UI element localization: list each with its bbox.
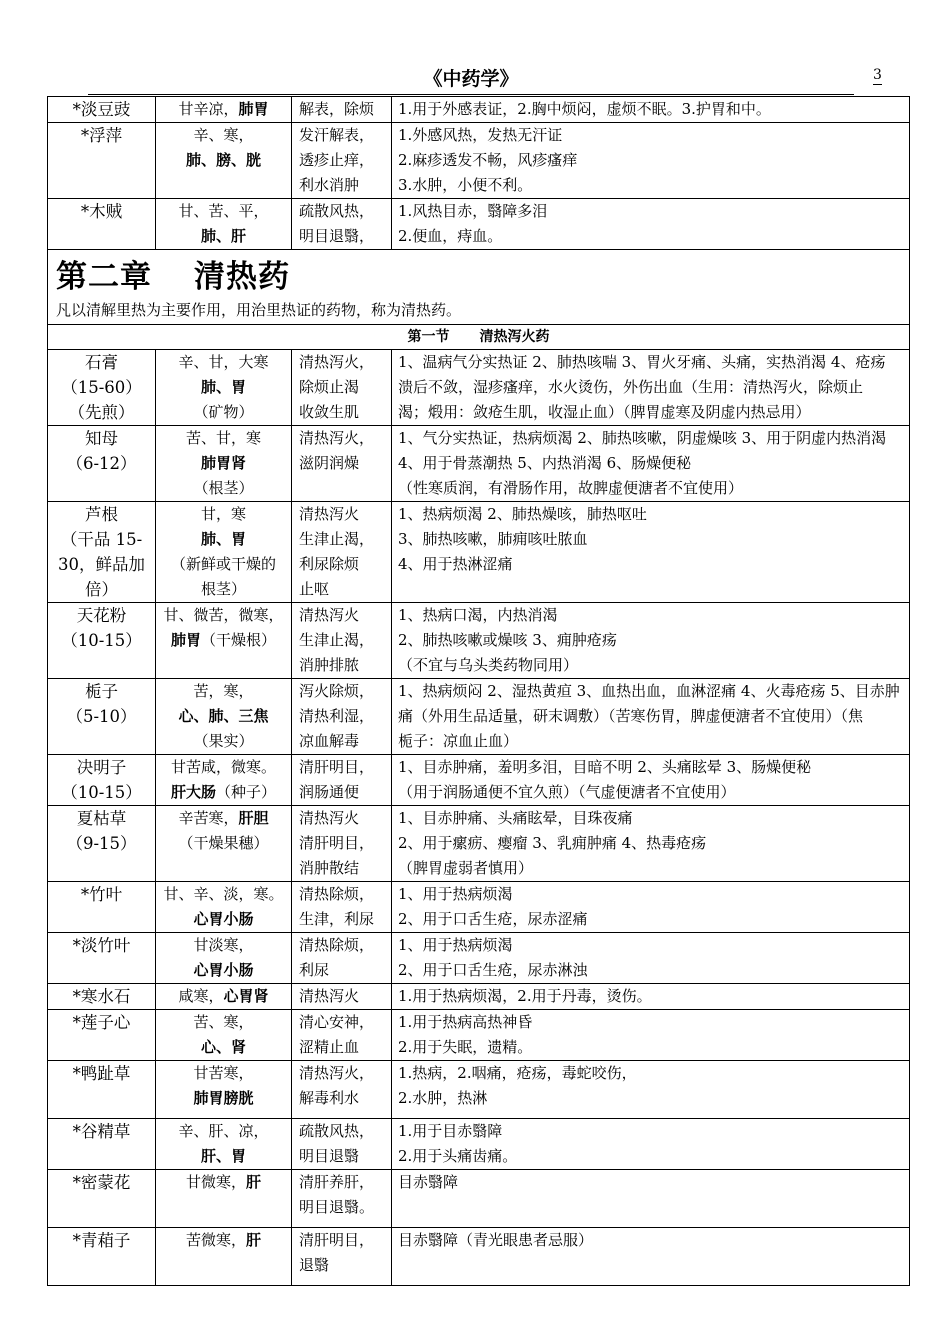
function-line: 除烦止渴 [299, 378, 360, 396]
herb-name-cell [48, 1010, 156, 1061]
herb-name-cell [48, 1119, 156, 1170]
indication-cell [392, 679, 910, 755]
herb-name: *鸭趾草 [72, 1064, 131, 1083]
property-line [159, 984, 288, 1009]
function-line: 凉血解毒 [299, 732, 360, 750]
herb-name-cell [48, 1228, 156, 1286]
property-line [159, 1061, 288, 1086]
property-line [159, 1119, 288, 1144]
property-line [159, 780, 288, 805]
function-line: 疏散风热， [299, 1122, 375, 1140]
indication-line: 1.风热目赤，翳障多泪 [398, 202, 548, 220]
function-line: 生津止渴， [299, 530, 375, 548]
herb-name: （10-15） [61, 631, 142, 650]
function-line: 生津，利尿 [299, 910, 375, 928]
property-text: （干燥根） [201, 631, 277, 649]
property-line [159, 1010, 288, 1035]
property-text: 甘淡寒， [193, 936, 254, 954]
herb-row [48, 350, 910, 426]
function-line: 明目退翳， [299, 227, 375, 245]
indication-line: 1.用于目赤翳障 [398, 1122, 503, 1140]
meridian-text: 心、肾 [200, 1038, 246, 1056]
property-text: 辛苦寒， [178, 809, 239, 827]
indication-line: 1、温病气分实热证 2、肺热咳喘 3、胃火牙痛、头痛，实热消渴 4、疮疡 [398, 353, 886, 371]
function-cell [292, 603, 392, 679]
indication-cell [392, 1119, 910, 1170]
herb-name-cell [48, 350, 156, 426]
property-line [159, 628, 288, 653]
property-text: （种子） [216, 783, 277, 801]
function-line: 消肿排脓 [299, 656, 360, 674]
indication-cell [392, 350, 910, 426]
property-text: 苦微寒， [185, 1231, 246, 1249]
function-cell [292, 123, 392, 199]
chapter-heading [56, 256, 901, 298]
chapter-label: 第二章 [56, 259, 152, 295]
property-text: 苦、寒， [193, 1013, 254, 1031]
herb-name-cell [48, 603, 156, 679]
property-text: 苦、甘，寒 [185, 429, 261, 447]
herb-name-cell [48, 984, 156, 1010]
indication-line: 痛（外用生品适量，研末调敷）（苦寒伤胃，脾虚便溏者不宜使用）（焦 [398, 707, 864, 725]
function-line: 清热除烦， [299, 936, 375, 954]
indication-line: 1、气分实热证，热病烦渴 2、肺热咳嗽，阴虚燥咳 3、用于阴虚内热消渴 [398, 429, 887, 447]
property-text: 甘，寒 [200, 505, 246, 523]
function-cell [292, 199, 392, 250]
property-text: 辛、甘，大寒 [178, 353, 269, 371]
function-line: 利尿除烦 [299, 555, 360, 573]
section-title: 清热泻火药 [479, 329, 550, 345]
herb-row [48, 97, 910, 123]
function-cell [292, 1119, 392, 1170]
herb-name: *淡竹叶 [72, 936, 131, 955]
property-text: 咸寒， [178, 987, 224, 1005]
function-line: 清热利湿， [299, 707, 375, 725]
indication-line: 1.热病，2.咽痛，疮疡，毒蛇咬伤， [398, 1064, 637, 1082]
page-number: 3 [873, 67, 882, 83]
indication-line: 2.用于失眠，遗精。 [398, 1038, 533, 1056]
property-cell [156, 1170, 292, 1228]
herb-row [48, 123, 910, 199]
property-line [159, 199, 288, 224]
indication-line: 2、用于口舌生疮，尿赤淋浊 [398, 961, 588, 979]
property-line [159, 148, 288, 173]
function-line: 止呕 [299, 580, 330, 598]
herb-name: （10-15） [61, 783, 142, 802]
meridian-text: 肺、胃 [200, 378, 246, 396]
section-row [48, 325, 910, 350]
herb-name: （先煎） [68, 403, 135, 422]
herb-name: 栀子 [85, 682, 118, 701]
herb-row [48, 882, 910, 933]
indication-line: （性寒质润，有滑肠作用，故脾虚便溏者不宜使用） [398, 479, 744, 497]
herb-row [48, 1119, 910, 1170]
indication-line: 渴；煅用：敛疮生肌，收湿止血）（脾胃虚寒及阴虚内热忌用） [398, 403, 811, 421]
indication-line: 栀子：凉血止血） [398, 732, 519, 750]
function-cell [292, 755, 392, 806]
indication-line: 2.麻疹透发不畅，风疹瘙痒 [398, 151, 578, 169]
meridian-text: 心胃肾 [223, 987, 269, 1005]
meridian-text: 肝、胃 [200, 1147, 246, 1165]
indication-cell [392, 1010, 910, 1061]
property-line [159, 476, 288, 501]
property-line [159, 704, 288, 729]
indication-line: 2.水肿，热淋 [398, 1089, 488, 1107]
property-line [159, 907, 288, 932]
herb-row [48, 1228, 910, 1286]
function-line: 疏散风热， [299, 202, 375, 220]
herb-name: （15-60） [61, 378, 142, 397]
herb-row [48, 426, 910, 502]
property-text: 辛、寒， [193, 126, 254, 144]
meridian-text: 肺胃 [238, 100, 269, 118]
property-cell [156, 199, 292, 250]
property-line [159, 679, 288, 704]
indication-cell [392, 933, 910, 984]
property-cell [156, 123, 292, 199]
function-line: 涩精止血 [299, 1038, 360, 1056]
indication-line: （用于润肠通便不宜久煎）（气虚便溏者不宜使用） [398, 783, 736, 801]
function-line: 收敛生肌 [299, 403, 360, 421]
herb-name: 30，鲜品加 [58, 555, 145, 574]
function-line: 解表，除烦 [299, 100, 375, 118]
meridian-text: 肺、胃 [200, 530, 246, 548]
indication-cell [392, 1228, 910, 1286]
function-cell [292, 426, 392, 502]
property-cell [156, 882, 292, 933]
property-cell [156, 806, 292, 882]
herb-row [48, 1170, 910, 1228]
herb-name: *竹叶 [80, 885, 123, 904]
function-line: 清热泻火， [299, 353, 375, 371]
property-text: 甘苦咸，微寒。 [170, 758, 276, 776]
property-cell [156, 350, 292, 426]
function-line: 利水消肿 [299, 176, 360, 194]
property-text: 辛、肝、凉， [178, 1122, 269, 1140]
property-line [159, 1086, 288, 1111]
function-line: 透疹止痒， [299, 151, 375, 169]
herb-name: 夏枯草 [76, 809, 127, 828]
property-line [159, 1035, 288, 1060]
indication-cell [392, 1170, 910, 1228]
property-line [159, 933, 288, 958]
property-line [159, 729, 288, 754]
herb-name: 知母 [85, 429, 118, 448]
herb-row [48, 1061, 910, 1119]
property-cell [156, 1010, 292, 1061]
property-line [159, 502, 288, 527]
section-label: 第一节 [407, 329, 450, 345]
function-cell [292, 1061, 392, 1119]
function-line: 明目退翳 [299, 1147, 360, 1165]
property-line [159, 603, 288, 628]
herb-name: （9-15） [66, 834, 137, 853]
function-cell [292, 1170, 392, 1228]
herb-name-cell [48, 199, 156, 250]
property-text: 甘辛凉， [178, 100, 239, 118]
herb-name: 芦根 [85, 505, 118, 524]
indication-line: 1、热病口渴，内热消渴 [398, 606, 558, 624]
function-line: 明目退翳。 [299, 1198, 375, 1216]
function-cell [292, 502, 392, 603]
herb-name: 倍） [85, 580, 118, 599]
herb-name-cell [48, 426, 156, 502]
indication-line: 目赤翳障 [398, 1173, 459, 1191]
property-cell [156, 603, 292, 679]
meridian-text: 肝 [246, 1173, 262, 1191]
meridian-text: 肝 [246, 1231, 262, 1249]
property-cell [156, 933, 292, 984]
function-line: 解毒利水 [299, 1089, 360, 1107]
indication-line: 目赤翳障（青光眼患者忌服） [398, 1231, 594, 1249]
meridian-text: 肺、膀、胱 [185, 151, 261, 169]
property-line [159, 400, 288, 425]
function-line: 清肝明目， [299, 834, 375, 852]
property-text: （新鲜或干燥的 [170, 555, 276, 573]
function-cell [292, 679, 392, 755]
function-line: 清热泻火 [299, 809, 360, 827]
property-line [159, 123, 288, 148]
herb-name-cell [48, 97, 156, 123]
function-cell [292, 806, 392, 882]
chapter-description: 凡以清解里热为主要作用，用治里热证的药物，称为清热药。 [56, 301, 462, 319]
property-line [159, 350, 288, 375]
indication-line: 2、用于口舌生疮，尿赤涩痛 [398, 910, 588, 928]
property-text: 甘、苦、平， [178, 202, 269, 220]
herb-name-cell [48, 123, 156, 199]
indication-line: 4、用于热淋涩痛 [398, 555, 513, 573]
property-cell [156, 97, 292, 123]
indication-line: 1.用于外感表证，2.胸中烦闷，虚烦不眠。3.护胃和中。 [398, 100, 771, 118]
function-line: 清心安神， [299, 1013, 375, 1031]
chapter-title: 清热药 [194, 259, 290, 295]
indication-line: 3、肺热咳嗽，肺痈咳吐脓血 [398, 530, 588, 548]
herb-row [48, 755, 910, 806]
herb-row [48, 199, 910, 250]
herb-name-cell [48, 1061, 156, 1119]
function-line: 清热泻火 [299, 505, 360, 523]
indication-cell [392, 199, 910, 250]
property-cell [156, 1061, 292, 1119]
property-line [159, 577, 288, 602]
function-line: 清热泻火 [299, 606, 360, 624]
indication-cell [392, 1061, 910, 1119]
herb-row [48, 679, 910, 755]
herb-name: *寒水石 [72, 987, 131, 1006]
herb-name: 决明子 [76, 758, 127, 777]
herb-name-cell [48, 502, 156, 603]
function-line: 泻火除烦， [299, 682, 375, 700]
function-line: 清热除烦， [299, 885, 375, 903]
property-text: 苦，寒， [193, 682, 254, 700]
herb-row [48, 933, 910, 984]
herb-name-cell [48, 755, 156, 806]
indication-line: 1、用于热病烦渴 [398, 936, 513, 954]
meridian-text: 肺胃 [170, 631, 201, 649]
indication-line: 3.水肿，小便不利。 [398, 176, 533, 194]
function-cell [292, 1228, 392, 1286]
indication-cell [392, 426, 910, 502]
document-title: 《中药学》 [423, 68, 519, 90]
property-line [159, 1144, 288, 1169]
herb-row [48, 1010, 910, 1061]
indication-line: 溃后不敛，湿疹瘙痒，水火烫伤，外伤出血（生用：清热泻火，除烦止 [398, 378, 864, 396]
property-line [159, 1170, 288, 1195]
indication-line: （脾胃虚弱者慎用） [398, 859, 534, 877]
indication-line: 1.用于热病高热神昏 [398, 1013, 533, 1031]
herb-table [47, 96, 910, 1286]
indication-cell [392, 97, 910, 123]
property-line [159, 97, 288, 122]
indication-line: 2、肺热咳嗽或燥咳 3、痈肿疮疡 [398, 631, 617, 649]
property-cell [156, 679, 292, 755]
herb-row [48, 984, 910, 1010]
indication-line: 1、目赤肿痛、头痛眩晕，目珠夜痛 [398, 809, 633, 827]
property-line [159, 806, 288, 831]
property-line [159, 552, 288, 577]
indication-line: 2.用于头痛齿痛。 [398, 1147, 518, 1165]
meridian-text: 肺、肝 [200, 227, 246, 245]
function-cell [292, 97, 392, 123]
property-line [159, 755, 288, 780]
property-line [159, 375, 288, 400]
indication-cell [392, 984, 910, 1010]
indication-line: 4、用于骨蒸潮热 5、内热消渴 6、肠燥便秘 [398, 454, 692, 472]
function-line: 清肝明目， [299, 758, 375, 776]
herb-name-cell [48, 679, 156, 755]
meridian-text: 心、肺、三焦 [178, 707, 269, 725]
function-line: 清肝养肝， [299, 1173, 375, 1191]
function-line: 清肝明目， [299, 1231, 375, 1249]
indication-cell [392, 882, 910, 933]
function-cell [292, 933, 392, 984]
herb-name: *浮萍 [80, 126, 123, 145]
property-line [159, 882, 288, 907]
property-text: （矿物） [193, 403, 254, 421]
property-text: （干燥果穗） [178, 834, 269, 852]
herb-name: *密蒙花 [72, 1173, 131, 1192]
herb-name: *木贼 [80, 202, 123, 221]
function-cell [292, 350, 392, 426]
herb-name: *莲子心 [72, 1013, 131, 1032]
indication-cell [392, 603, 910, 679]
property-line [159, 224, 288, 249]
herb-name: *青葙子 [72, 1231, 131, 1250]
function-line: 滋阴润燥 [299, 454, 360, 472]
property-text: （果实） [193, 732, 254, 750]
indication-line: 1、热病烦闷 2、湿热黄疸 3、血热出血，血淋涩痛 4、火毒疮疡 5、目赤肿 [398, 682, 900, 700]
herb-name-cell [48, 933, 156, 984]
property-text: 甘、微苦，微寒， [163, 606, 284, 624]
property-text: 甘微寒， [185, 1173, 246, 1191]
property-text: 甘、辛、淡，寒。 [163, 885, 284, 903]
chapter-row [48, 250, 910, 325]
function-line: 生津止渴， [299, 631, 375, 649]
property-cell [156, 1119, 292, 1170]
indication-line: （不宜与乌头类药物同用） [398, 656, 579, 674]
indication-line: 1、目赤肿痛，羞明多泪，目暗不明 2、头痛眩晕 3、肠燥便秘 [398, 758, 812, 776]
herb-name: *谷精草 [72, 1122, 131, 1141]
function-cell [292, 1010, 392, 1061]
herb-name-cell [48, 1170, 156, 1228]
property-line [159, 958, 288, 983]
function-line: 发汗解表， [299, 126, 375, 144]
herb-row [48, 603, 910, 679]
function-cell [292, 882, 392, 933]
property-line [159, 426, 288, 451]
indication-line: 1.外感风热，发热无汗证 [398, 126, 563, 144]
herb-name: 天花粉 [76, 606, 127, 625]
function-line: 清热泻火， [299, 1064, 375, 1082]
indication-line: 1、用于热病烦渴 [398, 885, 513, 903]
property-text: 甘苦寒， [193, 1064, 254, 1082]
property-line [159, 451, 288, 476]
herb-name: （干品 15- [60, 530, 143, 549]
meridian-text: 心胃小肠 [193, 961, 254, 979]
property-line [159, 831, 288, 856]
meridian-text: 肺胃膀胱 [193, 1089, 254, 1107]
indication-line: 2、用于瘰疬、瘿瘤 3、乳痈肿痛 4、热毒疮疡 [398, 834, 707, 852]
property-line [159, 527, 288, 552]
indication-cell [392, 806, 910, 882]
function-line: 润肠通便 [299, 783, 360, 801]
function-line: 消肿散结 [299, 859, 360, 877]
indication-cell [392, 123, 910, 199]
herb-name: 石膏 [85, 353, 118, 372]
function-line: 清热泻火， [299, 429, 375, 447]
herb-name: *淡豆豉 [72, 100, 131, 119]
function-cell [292, 984, 392, 1010]
property-cell [156, 984, 292, 1010]
function-line: 清热泻火 [299, 987, 360, 1005]
property-cell [156, 502, 292, 603]
indication-line: 1.用于热病烦渴，2.用于丹毒，烫伤。 [398, 987, 652, 1005]
meridian-text: 肝胆 [238, 809, 269, 827]
function-line: 退翳 [299, 1256, 330, 1274]
meridian-text: 肺胃肾 [200, 454, 246, 472]
meridian-text: 心胃小肠 [193, 910, 254, 928]
herb-row [48, 806, 910, 882]
indication-line: 1、热病烦渴 2、肺热燥咳，肺热呕吐 [398, 505, 647, 523]
property-line [159, 1228, 288, 1253]
herb-name-cell [48, 806, 156, 882]
property-text: （根茎） [193, 479, 254, 497]
indication-line: 2.便血，痔血。 [398, 227, 503, 245]
property-cell [156, 426, 292, 502]
herb-name-cell [48, 882, 156, 933]
herb-name: （5-10） [66, 707, 137, 726]
herb-row [48, 502, 910, 603]
property-cell [156, 1228, 292, 1286]
function-line: 利尿 [299, 961, 330, 979]
meridian-text: 肝大肠 [170, 783, 216, 801]
property-text: 根茎） [200, 580, 246, 598]
page-header [88, 64, 854, 95]
indication-cell [392, 755, 910, 806]
indication-cell [392, 502, 910, 603]
property-cell [156, 755, 292, 806]
herb-name: （6-12） [66, 454, 137, 473]
